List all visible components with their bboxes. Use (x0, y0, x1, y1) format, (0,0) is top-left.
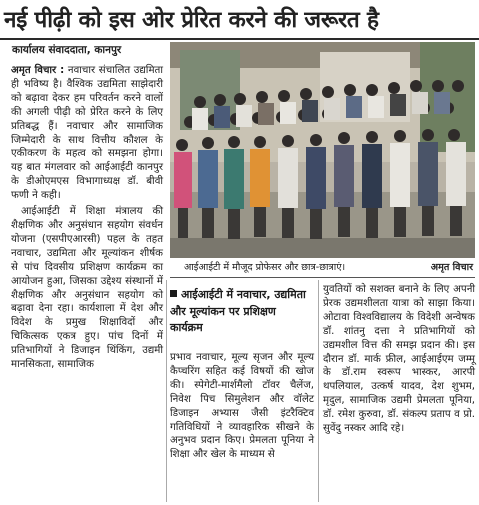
news-photo (170, 42, 475, 258)
column-1 (11, 64, 163, 504)
square-bullet-icon (170, 290, 177, 297)
column-2 (170, 351, 314, 503)
col3-paragraph-1: युवतियों को सशक्त बनाने के लिए अपनी प्रेरक उद्यमशीलता यात्रा को साझा किया। ओटावा विश्वविद्यालय के विदेशी अन्वेषक डॉ. शांतनु दत्ता ने प्रतिभागियों को उद्यमशील वित्त की समझ प्रदान की। इस दौरान डॉ. मार्क फ्रील, आईआईएम जम्मू के डॉ.राम स्वरूप भास्कर, आरपी थपलियाल, उत्कर्ष यादव, देश शुभम, मृदुल, सामाजिक उद्यमी प्रेमलता पूनिया, डॉ. रमेश कुरुवा, डॉ. संकल्प प्रताप व प्रो. सुवेंदु नस्कर आदि रहे। (323, 284, 475, 435)
col2-paragraph-1: प्रभाव नवाचार, मूल्य सृजन और मूल्य कैप्चरिंग सहित कई विषयों की खोज की। स्पेगेटी-मार्शमैलो टॉवर चैलेंज, निवेश पिच सिमुलेशन और वॉलेट डिजाइन अभ्यास जैसी इंटरैक्टिव गतिविधियों ने व्यावहारिक सीखने के अनुभव प्रदान किए। प्रेमलता पूनिया ने शिक्षा और खेल के माध्यम से (170, 352, 314, 461)
headline: नई पीढ़ी को इस ओर प्रेरित करने की जरूरत है (4, 7, 379, 33)
col1-p1-text: नवाचार संचालित उद्यमिता ही भविष्य है। वैश्विक उद्यमिता साझेदारी को बढ़ावा देकर हम परिवर्तन करने वालों की अगली पीढ़ी को प्रेरित करने के लिए प्रतिबद्ध हैं। नवाचार और सामाजिक जिम्मेदारी के साथ वित्तीय कौशल के एकीकरण के महत्व को समझना होगा। यह बात मंगलवार को आईआईटी कानपुर के डीओएमएस विभागाध्यक्ष डॉ. बीवी फणी ने कही। (11, 65, 163, 202)
caption-rule (170, 277, 475, 278)
subheadline (170, 287, 310, 339)
lead-in: अमृत विचार : (11, 65, 65, 76)
group-photo-image (170, 42, 475, 258)
column-divider-2 (318, 280, 319, 502)
column-divider-1 (166, 280, 167, 502)
column-3 (323, 283, 475, 503)
photo-credit: अमृत विचार (430, 262, 473, 273)
col1-paragraph-1 (11, 64, 163, 203)
dateline: कार्यालय संवाददाता, कानपुर (12, 44, 122, 56)
photo-caption: आईआईटी में मौजूद प्रोफेसर और छात्र-छात्राएं। (184, 262, 346, 273)
col1-paragraph-2: आईआईटी में शिक्षा मंत्रालय की शैक्षणिक और अनुसंधान सहयोग संवर्धन योजना (एसपीएआरसी) पहल के तहत नवाचार, उद्यमिता और मूल्यांकन शीर्षक से पांच दिवसीय प्रशिक्षण कार्यक्रम का आयोजन हुआ, जिसका उद्देश्य संस्थानों में शैक्षणिक और अनुसंधान सहयोग को बढ़ावा देना रहा। कार्यशाला में देश और विदेश के प्रमुख शिक्षाविदों और चिकित्सक एकत्र हुए। पांच दिनों में प्रतिभागियों ने डिजाइन थिंकिंग, उद्यमी मानसिकता, सामाजिक (11, 206, 163, 371)
subheadline-text: आईआईटी में नवाचार, उद्यमिता और मूल्यांकन पर प्रशिक्षण कार्यक्रम (170, 288, 306, 334)
photo-caption-bar (170, 259, 475, 276)
